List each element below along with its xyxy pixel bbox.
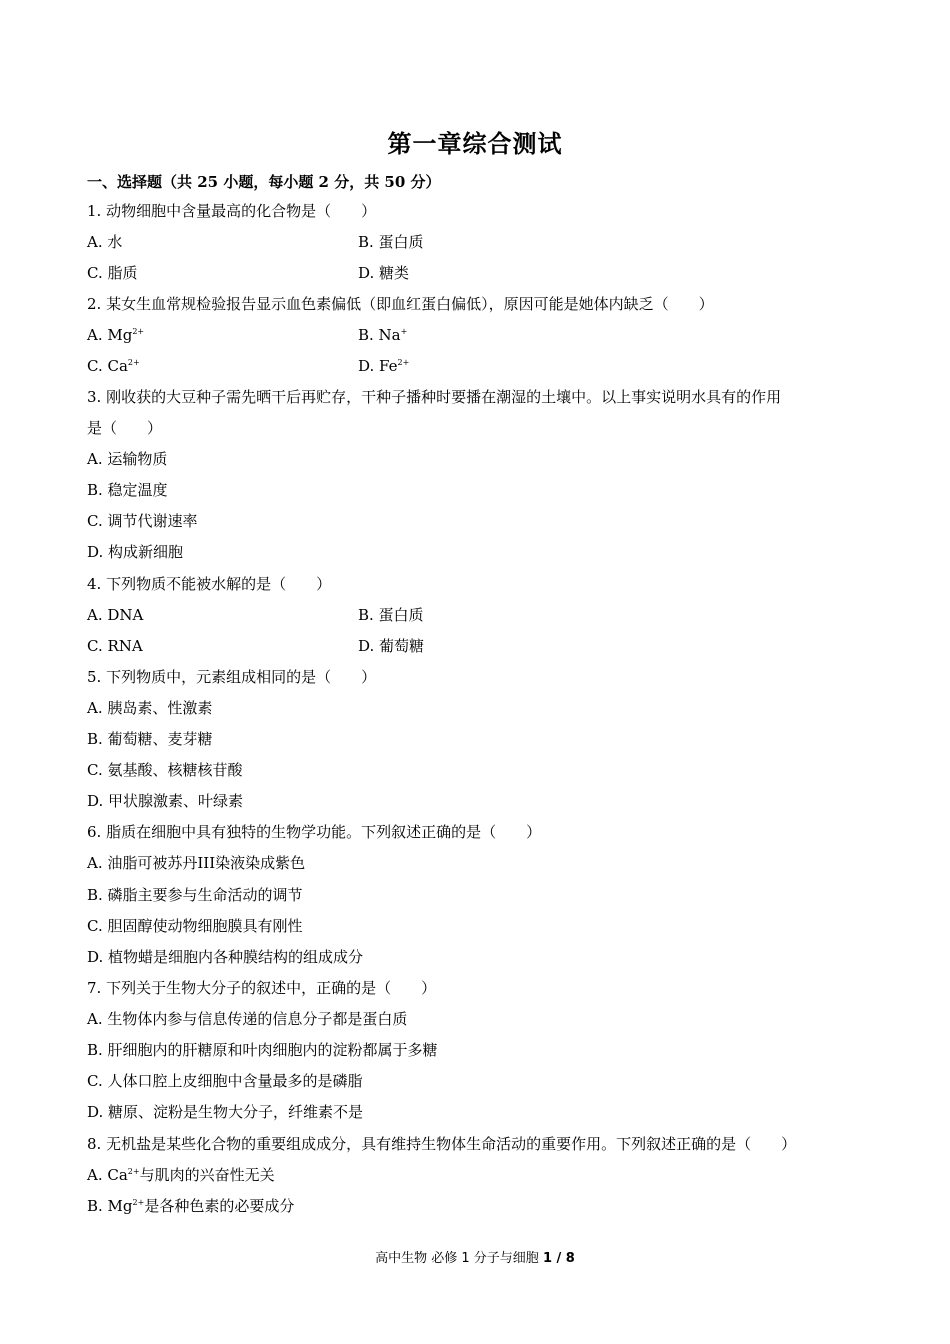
question-5-stem: 5. 下列物质中，元素组成相同的是（ ） bbox=[87, 668, 377, 686]
question-3-option-a: A. 运输物质 bbox=[87, 450, 168, 468]
section-heading: 一、选择题（共 25 小题，每小题 2 分，共 50 分） bbox=[87, 173, 441, 191]
page-number: 1 / 8 bbox=[542, 1251, 575, 1266]
question-2-option-a: A. $Mg^{2+}$ bbox=[87, 326, 145, 344]
question-7-option-d: D. 糖原、淀粉是生物大分子，纤维素不是 bbox=[87, 1103, 364, 1121]
question-3-option-d: D. 构成新细胞 bbox=[87, 543, 184, 561]
question-8-stem: 8. 无机盐是某些化合物的重要组成成分，具有维持生物体生命活动的重要作用。下列叙述正确的是（ ） bbox=[87, 1135, 797, 1153]
question-3-option-b: B. 稳定温度 bbox=[87, 481, 168, 499]
question-3-stem-line-2: 是（ ） bbox=[87, 419, 163, 437]
question-4-option-b: B. 蛋白质 bbox=[358, 606, 424, 624]
question-6-option-b: B. 磷脂主要参与生命活动的调节 bbox=[87, 886, 303, 904]
question-7-option-a: A. 生物体内参与信息传递的信息分子都是蛋白质 bbox=[87, 1010, 408, 1028]
question-6-option-c: C. 胆固醇使动物细胞膜具有刚性 bbox=[87, 917, 303, 935]
question-3-stem-line-1: 3. 刚收获的大豆种子需先晒干后再贮存，干种子播种时要播在潮湿的土壤中。以上事实说明水具有的作用 bbox=[87, 388, 782, 406]
question-4-stem: 4. 下列物质不能被水解的是（ ） bbox=[87, 575, 332, 593]
footer-text: 高中生物 必修 1 分子与细胞 bbox=[375, 1251, 543, 1266]
question-8-option-a: A. $Ca^{2+}$与肌肉的兴奋性无关 bbox=[87, 1166, 275, 1184]
question-5-option-a: A. 胰岛素、性激素 bbox=[87, 699, 213, 717]
question-8-option-b: B. $Mg^{2+}$是各种色素的必要成分 bbox=[87, 1197, 295, 1215]
question-6-option-a: A. 油脂可被苏丹III染液染成紫色 bbox=[87, 854, 306, 872]
question-7-option-b: B. 肝细胞内的肝糖原和叶肉细胞内的淀粉都属于多糖 bbox=[87, 1041, 438, 1059]
question-2-stem: 2. 某女生血常规检验报告显示血色素偏低（即血红蛋白偏低），原因可能是她体内缺乏（ ） bbox=[87, 295, 714, 313]
question-2-option-d: D. $Fe^{2+}$ bbox=[358, 357, 410, 375]
page-footer bbox=[0, 1247, 950, 1266]
question-4-option-d: D. 葡萄糖 bbox=[358, 637, 425, 655]
question-4-option-c: C. RNA bbox=[87, 637, 143, 655]
question-7-option-c: C. 人体口腔上皮细胞中含量最多的是磷脂 bbox=[87, 1072, 363, 1090]
question-4-option-a: A. DNA bbox=[87, 606, 144, 624]
page-title: 第一章综合测试 bbox=[387, 129, 563, 158]
question-2-option-b: B. Na+ bbox=[358, 326, 408, 344]
question-5-option-d: D. 甲状腺激素、叶绿素 bbox=[87, 792, 244, 810]
question-6-stem: 6. 脂质在细胞中具有独特的生物学功能。下列叙述正确的是（ ） bbox=[87, 823, 542, 841]
question-3-option-c: C. 调节代谢速率 bbox=[87, 512, 198, 530]
question-7-stem: 7. 下列关于生物大分子的叙述中，正确的是（ ） bbox=[87, 979, 437, 997]
question-5-option-c: C. 氨基酸、核糖核苷酸 bbox=[87, 761, 243, 779]
question-1-option-a: A. 水 bbox=[87, 233, 123, 251]
question-5-option-b: B. 葡萄糖、麦芽糖 bbox=[87, 730, 213, 748]
question-1-option-d: D. 糖类 bbox=[358, 264, 410, 282]
question-1-option-c: C. 脂质 bbox=[87, 264, 138, 282]
question-6-option-d: D. 植物蜡是细胞内各种膜结构的组成成分 bbox=[87, 948, 364, 966]
question-1-option-b: B. 蛋白质 bbox=[358, 233, 424, 251]
question-1-stem: 1. 动物细胞中含量最高的化合物是（ ） bbox=[87, 202, 377, 220]
question-2-option-c: C. $Ca^{2+}$ bbox=[87, 357, 140, 375]
